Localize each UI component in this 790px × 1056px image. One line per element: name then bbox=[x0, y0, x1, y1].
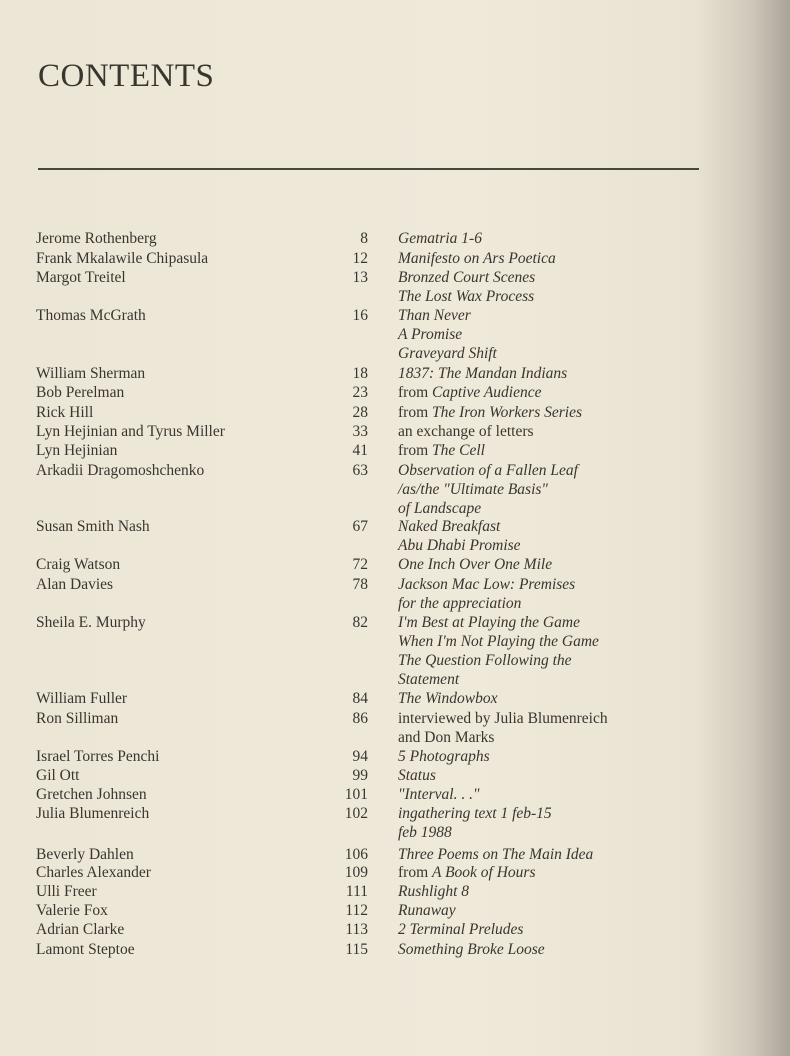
entry-work-title bbox=[398, 747, 490, 766]
work-text: Status bbox=[398, 767, 436, 784]
entry-work-title bbox=[398, 613, 599, 689]
entry-page-number: 12 bbox=[352, 250, 368, 267]
entry-page-number: 67 bbox=[352, 518, 368, 535]
entry-author: Jerome Rothenberg bbox=[36, 230, 157, 247]
work-text: feb 1988 bbox=[398, 824, 452, 841]
entry-page-number: 86 bbox=[352, 710, 368, 727]
work-prefix: from bbox=[398, 442, 433, 459]
entry-work-title bbox=[398, 920, 523, 939]
work-text: Captive Audience bbox=[432, 384, 542, 401]
work-title-line bbox=[398, 403, 582, 422]
entry-page-number: 78 bbox=[352, 576, 368, 593]
entry-author: Frank Mkalawile Chipasula bbox=[36, 250, 209, 267]
entry-work-title bbox=[398, 461, 578, 518]
entry-page-number: 99 bbox=[352, 767, 368, 784]
entry-work-title bbox=[398, 268, 535, 306]
entry-page-number: 28 bbox=[352, 404, 368, 421]
entry-author: Craig Watson bbox=[36, 556, 121, 573]
work-text: The Iron Workers Series bbox=[432, 404, 582, 421]
entry-work-title bbox=[398, 575, 575, 613]
work-text: Bronzed Court Scenes bbox=[398, 269, 536, 286]
entry-author: Bob Perelman bbox=[36, 384, 125, 401]
entry-work-title bbox=[398, 229, 482, 248]
entry-work-title bbox=[398, 689, 497, 708]
work-text: The Question Following the bbox=[398, 652, 572, 669]
entry-page-number: 63 bbox=[352, 462, 368, 479]
work-text: of Landscape bbox=[398, 500, 482, 517]
work-title-line bbox=[398, 785, 479, 804]
entry-work-title bbox=[398, 766, 436, 785]
entry-page-number: 84 bbox=[352, 690, 368, 707]
work-prefix: from bbox=[398, 384, 433, 401]
work-text: Jackson Mac Low: Premises bbox=[398, 576, 576, 593]
work-text: Something Broke Loose bbox=[398, 941, 545, 958]
work-title-line bbox=[398, 766, 436, 785]
entry-author: Lyn Hejinian and Tyrus Miller bbox=[36, 423, 225, 440]
work-title-line bbox=[398, 882, 469, 901]
entry-work-title bbox=[398, 422, 534, 441]
work-title-line bbox=[398, 364, 567, 383]
entry-author: Gretchen Johnsen bbox=[36, 786, 147, 803]
work-text: When I'm Not Playing the Game bbox=[398, 633, 599, 650]
work-text: 1837: The Mandan Indians bbox=[398, 365, 568, 382]
entry-author: Ulli Freer bbox=[36, 883, 97, 900]
work-text: The Windowbox bbox=[398, 690, 498, 707]
work-title-line bbox=[398, 344, 497, 363]
work-title-line bbox=[398, 480, 578, 499]
work-text: The Cell bbox=[432, 442, 485, 459]
work-text: Statement bbox=[398, 671, 460, 688]
entry-author: Charles Alexander bbox=[36, 864, 151, 881]
work-text: Manifesto on Ars Poetica bbox=[398, 250, 556, 267]
work-title-line bbox=[398, 229, 482, 248]
entry-author: Israel Torres Penchi bbox=[36, 748, 160, 765]
work-text: Three Poems on The Main Idea bbox=[398, 846, 594, 863]
work-title-line bbox=[398, 499, 578, 518]
entry-work-title bbox=[398, 804, 552, 842]
entry-author: Ron Silliman bbox=[36, 710, 119, 727]
work-title-line bbox=[398, 306, 497, 325]
entry-page-number: 8 bbox=[360, 230, 368, 247]
entry-author: Margot Treitel bbox=[36, 269, 126, 286]
work-text: The Lost Wax Process bbox=[398, 288, 535, 305]
entry-page-number: 113 bbox=[345, 921, 368, 938]
entry-work-title bbox=[398, 901, 456, 920]
work-text: Rushlight 8 bbox=[398, 883, 470, 900]
work-text: Gematria 1-6 bbox=[398, 230, 482, 247]
entry-author: Beverly Dahlen bbox=[36, 846, 134, 863]
work-text: an exchange of letters bbox=[398, 423, 534, 440]
entry-work-title bbox=[398, 940, 545, 959]
entry-work-title bbox=[398, 709, 608, 747]
work-title-line bbox=[398, 325, 497, 344]
entry-page-number: 13 bbox=[352, 269, 368, 286]
work-text: One Inch Over One Mile bbox=[398, 556, 553, 573]
work-text: 5 Photographs bbox=[398, 748, 490, 765]
entry-work-title bbox=[398, 249, 556, 268]
entry-author: Sheila E. Murphy bbox=[36, 614, 146, 631]
work-text: and Don Marks bbox=[398, 729, 495, 746]
work-title-line bbox=[398, 709, 608, 728]
entry-work-title bbox=[398, 555, 552, 574]
entry-page-number: 101 bbox=[344, 786, 368, 803]
work-text: interviewed by Julia Blumenreich bbox=[398, 710, 608, 727]
entry-page-number: 111 bbox=[345, 883, 368, 900]
entry-work-title bbox=[398, 863, 536, 882]
entry-work-title bbox=[398, 403, 582, 422]
work-title-line bbox=[398, 845, 593, 864]
work-title-line bbox=[398, 536, 521, 555]
entry-author: Arkadii Dragomoshchenko bbox=[36, 462, 205, 479]
entry-page-number: 72 bbox=[352, 556, 368, 573]
work-title-line bbox=[398, 823, 552, 842]
entry-author: William Sherman bbox=[36, 365, 146, 382]
entry-author: William Fuller bbox=[36, 690, 128, 707]
work-title-line bbox=[398, 441, 485, 460]
work-text: /as/the "Ultimate Basis" bbox=[398, 481, 548, 498]
work-title-line bbox=[398, 575, 575, 594]
entry-author: Julia Blumenreich bbox=[36, 805, 150, 822]
entry-author: Adrian Clarke bbox=[36, 921, 125, 938]
work-title-line bbox=[398, 555, 552, 574]
work-title-line bbox=[398, 383, 541, 402]
entry-page-number: 41 bbox=[352, 442, 368, 459]
entry-author: Rick Hill bbox=[36, 404, 94, 421]
entry-work-title bbox=[398, 785, 479, 804]
work-title-line bbox=[398, 249, 556, 268]
work-title-line bbox=[398, 287, 535, 306]
entry-page-number: 18 bbox=[352, 365, 368, 382]
work-title-line bbox=[398, 461, 578, 480]
work-text: Than Never bbox=[398, 307, 471, 324]
work-text: I'm Best at Playing the Game bbox=[398, 614, 580, 631]
work-title-line bbox=[398, 268, 535, 287]
entry-author: Lyn Hejinian bbox=[36, 442, 118, 459]
entry-author: Thomas McGrath bbox=[36, 307, 146, 324]
entry-work-title bbox=[398, 882, 469, 901]
work-text: Abu Dhabi Promise bbox=[398, 537, 521, 554]
work-title-line bbox=[398, 940, 545, 959]
entry-page-number: 102 bbox=[344, 805, 368, 822]
work-title-line bbox=[398, 804, 552, 823]
work-text: A Book of Hours bbox=[432, 864, 536, 881]
entry-page-number: 106 bbox=[344, 846, 368, 863]
work-title-line bbox=[398, 651, 599, 670]
entry-author: Alan Davies bbox=[36, 576, 114, 593]
entry-page-number: 16 bbox=[352, 307, 368, 324]
entry-page-number: 82 bbox=[352, 614, 368, 631]
entry-work-title bbox=[398, 441, 485, 460]
entry-page-number: 112 bbox=[345, 902, 368, 919]
work-title-line bbox=[398, 632, 599, 651]
work-title-line bbox=[398, 920, 523, 939]
entry-work-title bbox=[398, 364, 567, 383]
work-title-line bbox=[398, 517, 521, 536]
work-text: Graveyard Shift bbox=[398, 345, 497, 362]
work-title-line bbox=[398, 422, 534, 441]
page-title: CONTENTS bbox=[38, 58, 215, 94]
entry-author: Lamont Steptoe bbox=[36, 941, 135, 958]
entry-author: Valerie Fox bbox=[36, 902, 108, 919]
work-text: 2 Terminal Preludes bbox=[398, 921, 524, 938]
work-title-line bbox=[398, 728, 608, 747]
work-title-line bbox=[398, 747, 490, 766]
work-title-line bbox=[398, 613, 599, 632]
work-text: Observation of a Fallen Leaf bbox=[398, 462, 578, 479]
entry-author: Gil Ott bbox=[36, 767, 80, 784]
work-title-line bbox=[398, 689, 497, 708]
work-title-line bbox=[398, 901, 456, 920]
entry-page-number: 94 bbox=[352, 748, 368, 765]
work-text: "Interval. . ." bbox=[398, 786, 480, 803]
work-title-line bbox=[398, 670, 599, 689]
work-title-line bbox=[398, 863, 536, 882]
work-text: Naked Breakfast bbox=[398, 518, 501, 535]
work-text: Runaway bbox=[398, 902, 456, 919]
entry-work-title bbox=[398, 845, 593, 864]
entry-work-title bbox=[398, 306, 497, 363]
work-text: ingathering text 1 feb-15 bbox=[398, 805, 552, 822]
entry-page-number: 23 bbox=[352, 384, 368, 401]
entry-work-title bbox=[398, 517, 521, 555]
work-prefix: from bbox=[398, 864, 433, 881]
entry-page-number: 33 bbox=[352, 423, 368, 440]
entry-page-number: 109 bbox=[344, 864, 368, 881]
entry-author: Susan Smith Nash bbox=[36, 518, 150, 535]
entry-page-number: 115 bbox=[345, 941, 368, 958]
work-title-line bbox=[398, 594, 575, 613]
work-text: for the appreciation bbox=[398, 595, 522, 612]
work-text: A Promise bbox=[398, 326, 463, 343]
work-prefix: from bbox=[398, 404, 433, 421]
entry-work-title bbox=[398, 383, 541, 402]
